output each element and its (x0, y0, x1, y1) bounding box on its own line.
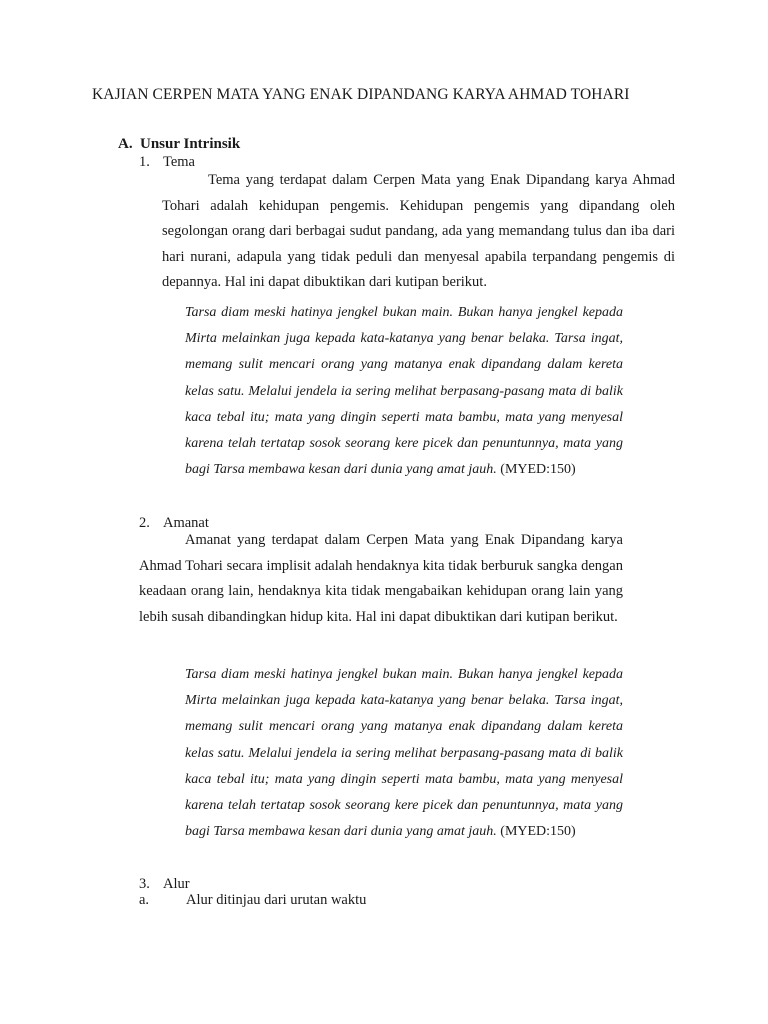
tema-paragraph-text: Tema yang terdapat dalam Cerpen Mata yang Enak Dipandang karya Ahmad Tohari adalah kehidupan pengemis. Kehidupan pengemis yang dipandang oleh segolongan orang dari berbagai sudut pandang, ada yang memandang tulus dan iba dari hari nurani, adapula yang tidak peduli dan menyesal apabila terpandang pengemis di depannya. Hal ini dapat dibuktikan dari kutipan berikut. (162, 172, 675, 290)
list-item-number: 3. (139, 876, 150, 892)
section-a-marker: A. (118, 136, 133, 152)
tema-quote-text: Tarsa diam meski hatinya jengkel bukan main. Bukan hanya jengkel kepada Mirta melainkan juga kepada kata-katanya yang benar belaka. Tarsa ingat, memang sulit mencari orang yang matanya enak dipandang dalam kereta kelas satu. Melalui jendela ia sering melihat berpasang-pasang mata di balik kaca tebal itu; mata yang dingin seperti mata bambu, mata yang menyesal karena telah tertatap sosok seorang kere picek dan penuntunnya, mata yang bagi Tarsa membawa kesan dari dunia yang amat jauh. (185, 305, 623, 478)
list-item-label: Amanat (163, 515, 209, 531)
section-a-title: Unsur Intrinsik (140, 136, 241, 152)
subitem-marker: a. (139, 892, 150, 908)
subitem-label: Alur ditinjau dari urutan waktu (186, 892, 367, 908)
list-item-number: 1. (139, 154, 150, 170)
list-item-label: Alur (163, 876, 190, 892)
section-a-heading (118, 136, 240, 153)
list-item-alur (139, 876, 190, 893)
list-item-label: Tema (163, 154, 195, 170)
document-title: KAJIAN CERPEN MATA YANG ENAK DIPANDANG KARYA AHMAD TOHARI (92, 86, 630, 103)
amanat-quote-citation: (MYED:150) (500, 824, 576, 840)
list-item-number: 2. (139, 515, 150, 531)
tema-quote (185, 300, 623, 483)
tema-paragraph (162, 168, 675, 296)
amanat-quote-text: Tarsa diam meski hatinya jengkel bukan main. Bukan hanya jengkel kepada Mirta melainkan juga kepada kata-katanya yang benar belaka. Tarsa ingat, memang sulit mencari orang yang matanya enak dipandang dalam kereta kelas satu. Melalui jendela ia sering melihat berpasang-pasang mata di balik kaca tebal itu; mata yang dingin seperti mata bambu, mata yang menyesal karena telah tertatap sosok seorang kere picek dan penuntunnya, mata yang bagi Tarsa membawa kesan dari dunia yang amat jauh. (185, 667, 623, 840)
amanat-paragraph (139, 528, 623, 630)
alur-subitem (139, 892, 366, 909)
amanat-quote (185, 662, 623, 845)
tema-quote-citation: (MYED:150) (500, 462, 576, 478)
amanat-paragraph-text: Amanat yang terdapat dalam Cerpen Mata yang Enak Dipandang karya Ahmad Tohari secara implisit adalah hendaknya kita tidak berburuk sangka dengan keadaan orang lain, hendaknya kita tidak mengabaikan kehidupan orang lain yang lebih susah dibandingkan hidup kita. Hal ini dapat dibuktikan dari kutipan berikut. (139, 532, 623, 625)
